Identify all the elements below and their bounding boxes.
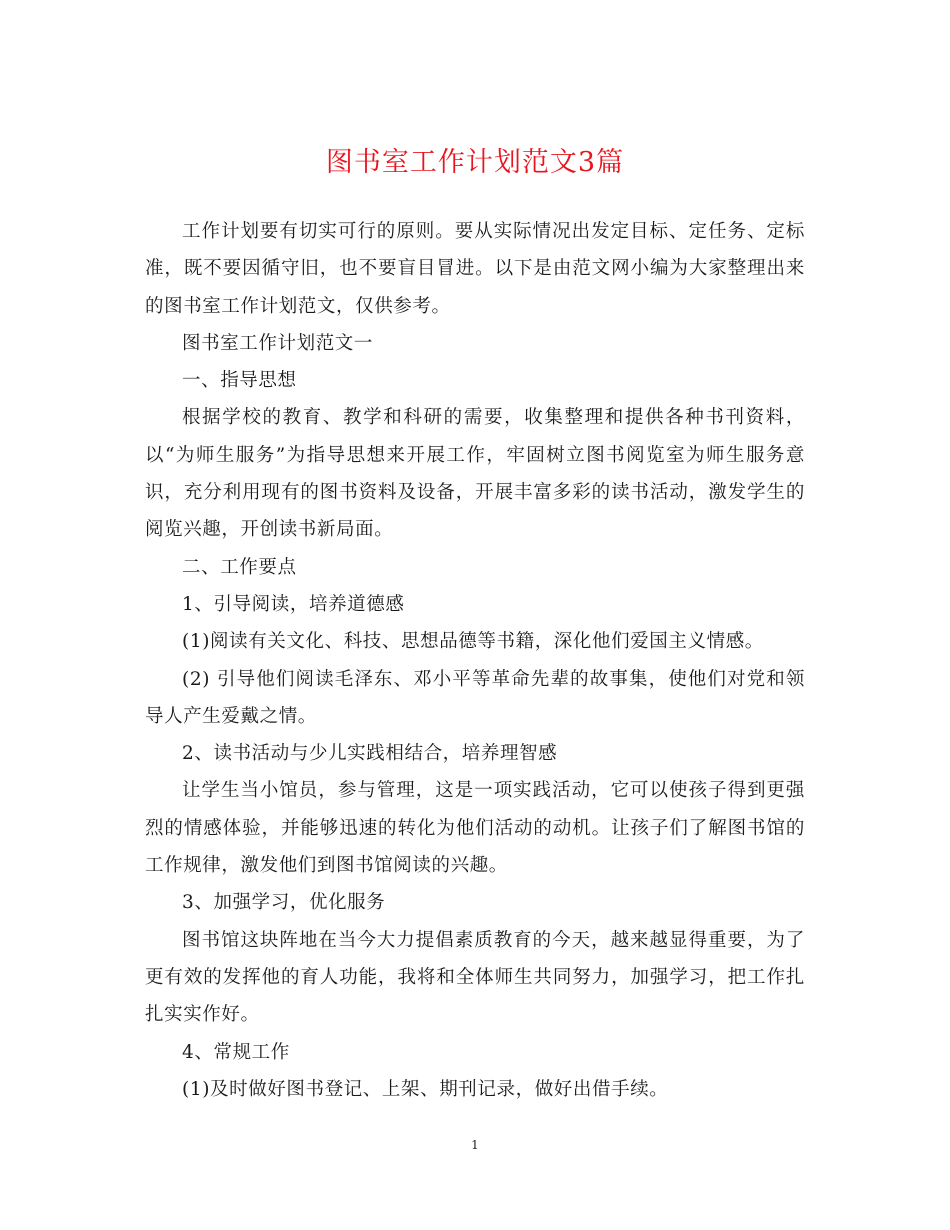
- paragraph-point-4: 4、常规工作: [182, 1041, 290, 1063]
- paragraph-point-2: 2、读书活动与少儿实践相结合，培养理智感: [182, 743, 558, 765]
- paragraph-guiding-thought: 根据学校的教育、教学和科研的需要，收集整理和提供各种书刊资料，以“为师生服务”为指导思想来开展工作，牢固树立图书阅览室为师生服务意识，充分利用现有的图书资料及设备，开展丰富多彩的读书活动，激发学生的阅览兴趣，开创读书新局面。: [145, 407, 805, 541]
- paragraph-heading-guiding-thought: 一、指导思想: [182, 370, 297, 392]
- document-title: 图书室工作计划范文3篇: [325, 147, 625, 178]
- paragraph-section-heading: 图书室工作计划范文一: [182, 332, 374, 354]
- page-number: 1: [471, 1138, 479, 1152]
- document-body: [145, 213, 805, 1108]
- paragraph-point-1-item-2: (2) 引导他们阅读毛泽东、邓小平等革命先辈的故事集，使他们对党和领导人产生爱戴之情。: [145, 668, 805, 727]
- paragraph-intro: 工作计划要有切实可行的原则。要从实际情况出发定目标、定任务、定标准，既不要因循守旧，也不要盲目冒进。以下是由范文网小编为大家整理出来的图书室工作计划范文，仅供参考。: [145, 221, 805, 317]
- paragraph-point-3-text: 图书馆这块阵地在当今大力提倡素质教育的今天，越来越显得重要，为了更有效的发挥他的育人功能，我将和全体师生共同努力，加强学习，把工作扎扎实实作好。: [145, 929, 805, 1026]
- paragraph-point-1-item-1: (1)阅读有关文化、科技、思想品德等书籍，深化他们爱国主义情感。: [182, 631, 764, 653]
- paragraph-point-2-text: 让学生当小馆员，参与管理，这是一项实践活动，它可以使孩子得到更强烈的情感体验，并能够迅速的转化为他们活动的动机。让孩子们了解图书馆的工作规律，激发他们到图书馆阅读的兴趣。: [145, 780, 805, 877]
- paragraph-heading-key-points: 二、工作要点: [182, 556, 297, 578]
- paragraph-point-1: 1、引导阅读，培养道德感: [182, 593, 405, 615]
- paragraph-point-3: 3、加强学习，优化服务: [182, 892, 386, 914]
- paragraph-point-4-item-1: (1)及时做好图书登记、上架、期刊记录，做好出借手续。: [182, 1078, 669, 1100]
